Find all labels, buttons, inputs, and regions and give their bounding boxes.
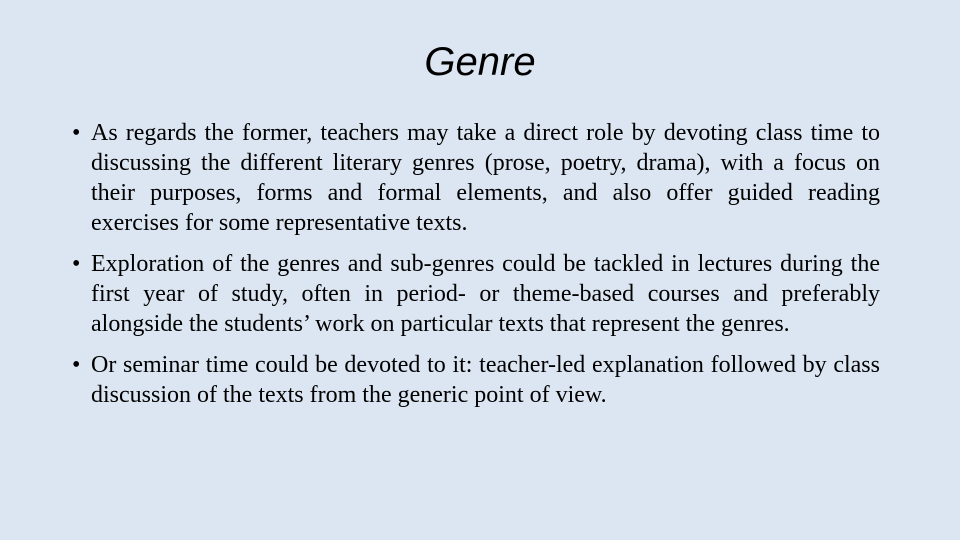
bullet-item: [72, 350, 880, 410]
bullet-icon: •: [72, 352, 81, 378]
bullet-icon: •: [72, 120, 81, 146]
bullet-text: Exploration of the genres and sub-genres could be tackled in lectures during the first year of study, often in period- or theme-based courses and preferably alongside the students’ work on particular texts that represent the genres.: [91, 251, 880, 337]
bullet-icon: •: [72, 251, 81, 277]
bullet-item: [72, 249, 880, 339]
slide-title: Genre: [424, 40, 536, 84]
bullet-text: Or seminar time could be devoted to it: teacher-led explanation followed by class discussion of the texts from the generic point of view.: [91, 352, 880, 408]
bullet-list: [72, 118, 880, 421]
bullet-text: As regards the former, teachers may take a direct role by devoting class time to discussing the different literary genres (prose, poetry, drama), with a focus on their purposes, forms and formal elements, and also offer guided reading exercises for some representative texts.: [91, 120, 880, 236]
bullet-item: [72, 118, 880, 238]
